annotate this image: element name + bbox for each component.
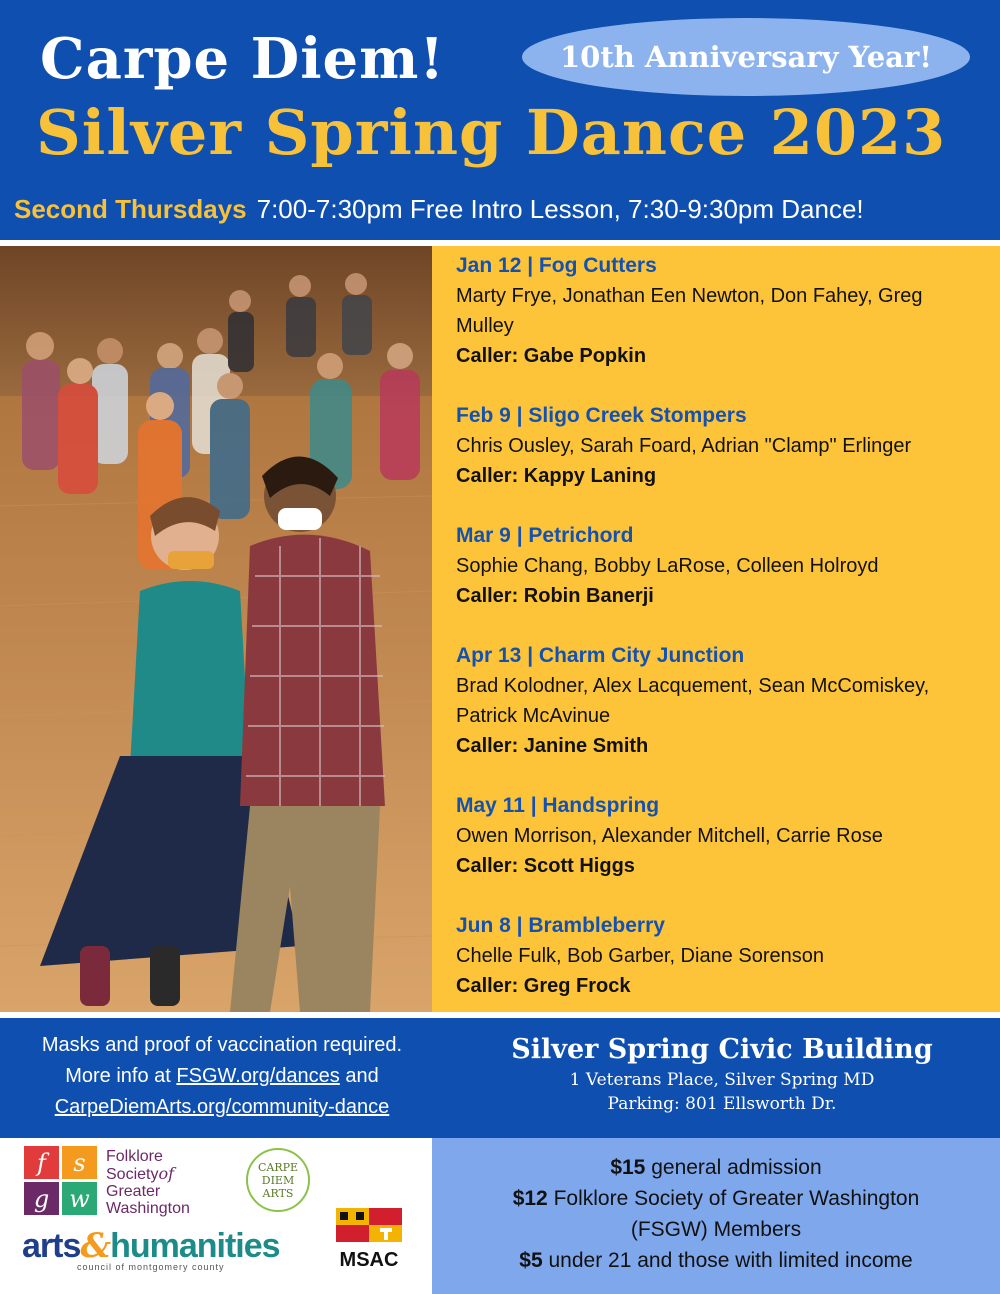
more-info-line [0, 1061, 444, 1092]
price-members-text: Folklore Society of Greater Washington (FSGW) Members [553, 1187, 920, 1241]
venue-parking: Parking: 801 Ellsworth Dr. [607, 1094, 837, 1114]
event-caller: Caller: Greg Frock [456, 975, 631, 997]
list-item [456, 250, 980, 371]
arts-word: arts [22, 1227, 81, 1265]
venue-address: 1 Veterans Place, Silver Spring MD [569, 1070, 875, 1090]
arts-council-subtitle: council of montgomery county [77, 1262, 225, 1272]
page-title: Carpe Diem! [40, 26, 445, 92]
arts-ampersand: & [80, 1226, 111, 1266]
list-item [456, 520, 980, 611]
fsgw-name-line [106, 1165, 246, 1183]
fsgw-name-of: of [158, 1164, 175, 1183]
event-caller: Caller: Robin Banerji [456, 585, 654, 607]
fsgw-logo-grid [24, 1146, 100, 1216]
msac-logo [336, 1208, 402, 1272]
admission-general [432, 1152, 1000, 1183]
price-general: $15 [610, 1156, 646, 1179]
event-band: Chris Ousley, Sarah Foard, Adrian "Clamp" Erlinger [456, 435, 912, 457]
event-heading: Mar 9 | Petrichord [456, 524, 634, 547]
sponsor-logos [0, 1138, 432, 1294]
event-band: Brad Kolodner, Alex Lacquement, Sean McComiskey, Patrick McAvinue [456, 675, 930, 727]
admission-members [432, 1183, 1000, 1245]
fsgw-name-line: Washington [106, 1200, 190, 1217]
page-subtitle: Silver Spring Dance 2023 [36, 96, 947, 169]
event-band: Marty Frye, Jonathan Een Newton, Don Fahey, Greg Mulley [456, 285, 923, 337]
anniversary-badge: 10th Anniversary Year! [522, 18, 970, 96]
event-band: Chelle Fulk, Bob Garber, Diane Sorenson [456, 945, 824, 967]
price-youth: $5 [519, 1249, 543, 1272]
info-band [0, 1018, 1000, 1138]
fsgw-letter: g [24, 1182, 59, 1215]
event-band: Owen Morrison, Alexander Mitchell, Carrie Rose [456, 825, 883, 847]
fsgw-letter: s [62, 1146, 97, 1179]
admission-prices [432, 1138, 1000, 1294]
more-info-suffix: and [345, 1065, 379, 1087]
event-caller: Caller: Janine Smith [456, 735, 649, 757]
list-item [456, 790, 980, 881]
cda-logo-line: DIEM [261, 1173, 295, 1187]
event-heading: Apr 13 | Charm City Junction [456, 644, 745, 667]
venue-info [444, 1032, 1000, 1116]
price-general-text: general admission [651, 1156, 822, 1179]
event-caller: Caller: Scott Higgs [456, 855, 635, 877]
msac-wordmark: MSAC [339, 1249, 399, 1271]
arts-humanities-wordmark [22, 1228, 280, 1264]
schedule-line [14, 194, 864, 225]
venue-name: Silver Spring Civic Building [511, 1034, 933, 1065]
mask-requirement: Masks and proof of vaccination required. [41, 1034, 403, 1056]
event-band: Sophie Chang, Bobby LaRose, Colleen Holroyd [456, 555, 879, 577]
cda-logo-line: CARPE [257, 1160, 299, 1174]
event-heading: Jun 8 | Brambleberry [456, 914, 665, 937]
price-youth-text: under 21 and those with limited income [548, 1249, 913, 1272]
event-caller: Caller: Kappy Laning [456, 465, 657, 487]
header-banner [0, 0, 1000, 240]
humanities-word: humanities [110, 1227, 280, 1265]
event-heading: Jan 12 | Fog Cutters [456, 254, 657, 277]
list-item [456, 910, 980, 1001]
carpe-diem-arts-logo [246, 1148, 310, 1212]
fsgw-letter: f [24, 1146, 59, 1179]
fsgw-letter: w [62, 1182, 97, 1215]
fsgw-name-line: Folklore [106, 1148, 163, 1165]
price-members: $12 [512, 1187, 548, 1210]
event-heading: Feb 9 | Sligo Creek Stompers [456, 404, 747, 427]
maryland-flag-icon [336, 1208, 402, 1242]
event-heading: May 11 | Handspring [456, 794, 660, 817]
list-item [456, 640, 980, 761]
schedule-text: 7:00-7:30pm Free Intro Lesson, 7:30-9:30pm Dance! [256, 194, 864, 224]
arts-humanities-logo [22, 1228, 280, 1272]
requirements-info [0, 1030, 444, 1123]
fsgw-name-word: Society [106, 1166, 159, 1183]
list-item [456, 400, 980, 491]
carpe-diem-link[interactable]: CarpeDiemArts.org/community-dance [54, 1096, 390, 1118]
event-caller: Caller: Gabe Popkin [456, 345, 647, 367]
schedule-label: Second Thursdays [14, 194, 247, 224]
dance-photo-illustration [0, 246, 432, 1012]
dance-photo [0, 246, 432, 1012]
cda-logo-line: ARTS [262, 1186, 294, 1200]
more-info-prefix: More info at [65, 1065, 171, 1087]
schedule-list [432, 246, 1000, 1012]
admission-youth [432, 1245, 1000, 1276]
fsgw-name [106, 1148, 246, 1217]
fsgw-dances-link[interactable]: FSGW.org/dances [176, 1065, 340, 1087]
fsgw-name-line: Greater [106, 1183, 161, 1200]
